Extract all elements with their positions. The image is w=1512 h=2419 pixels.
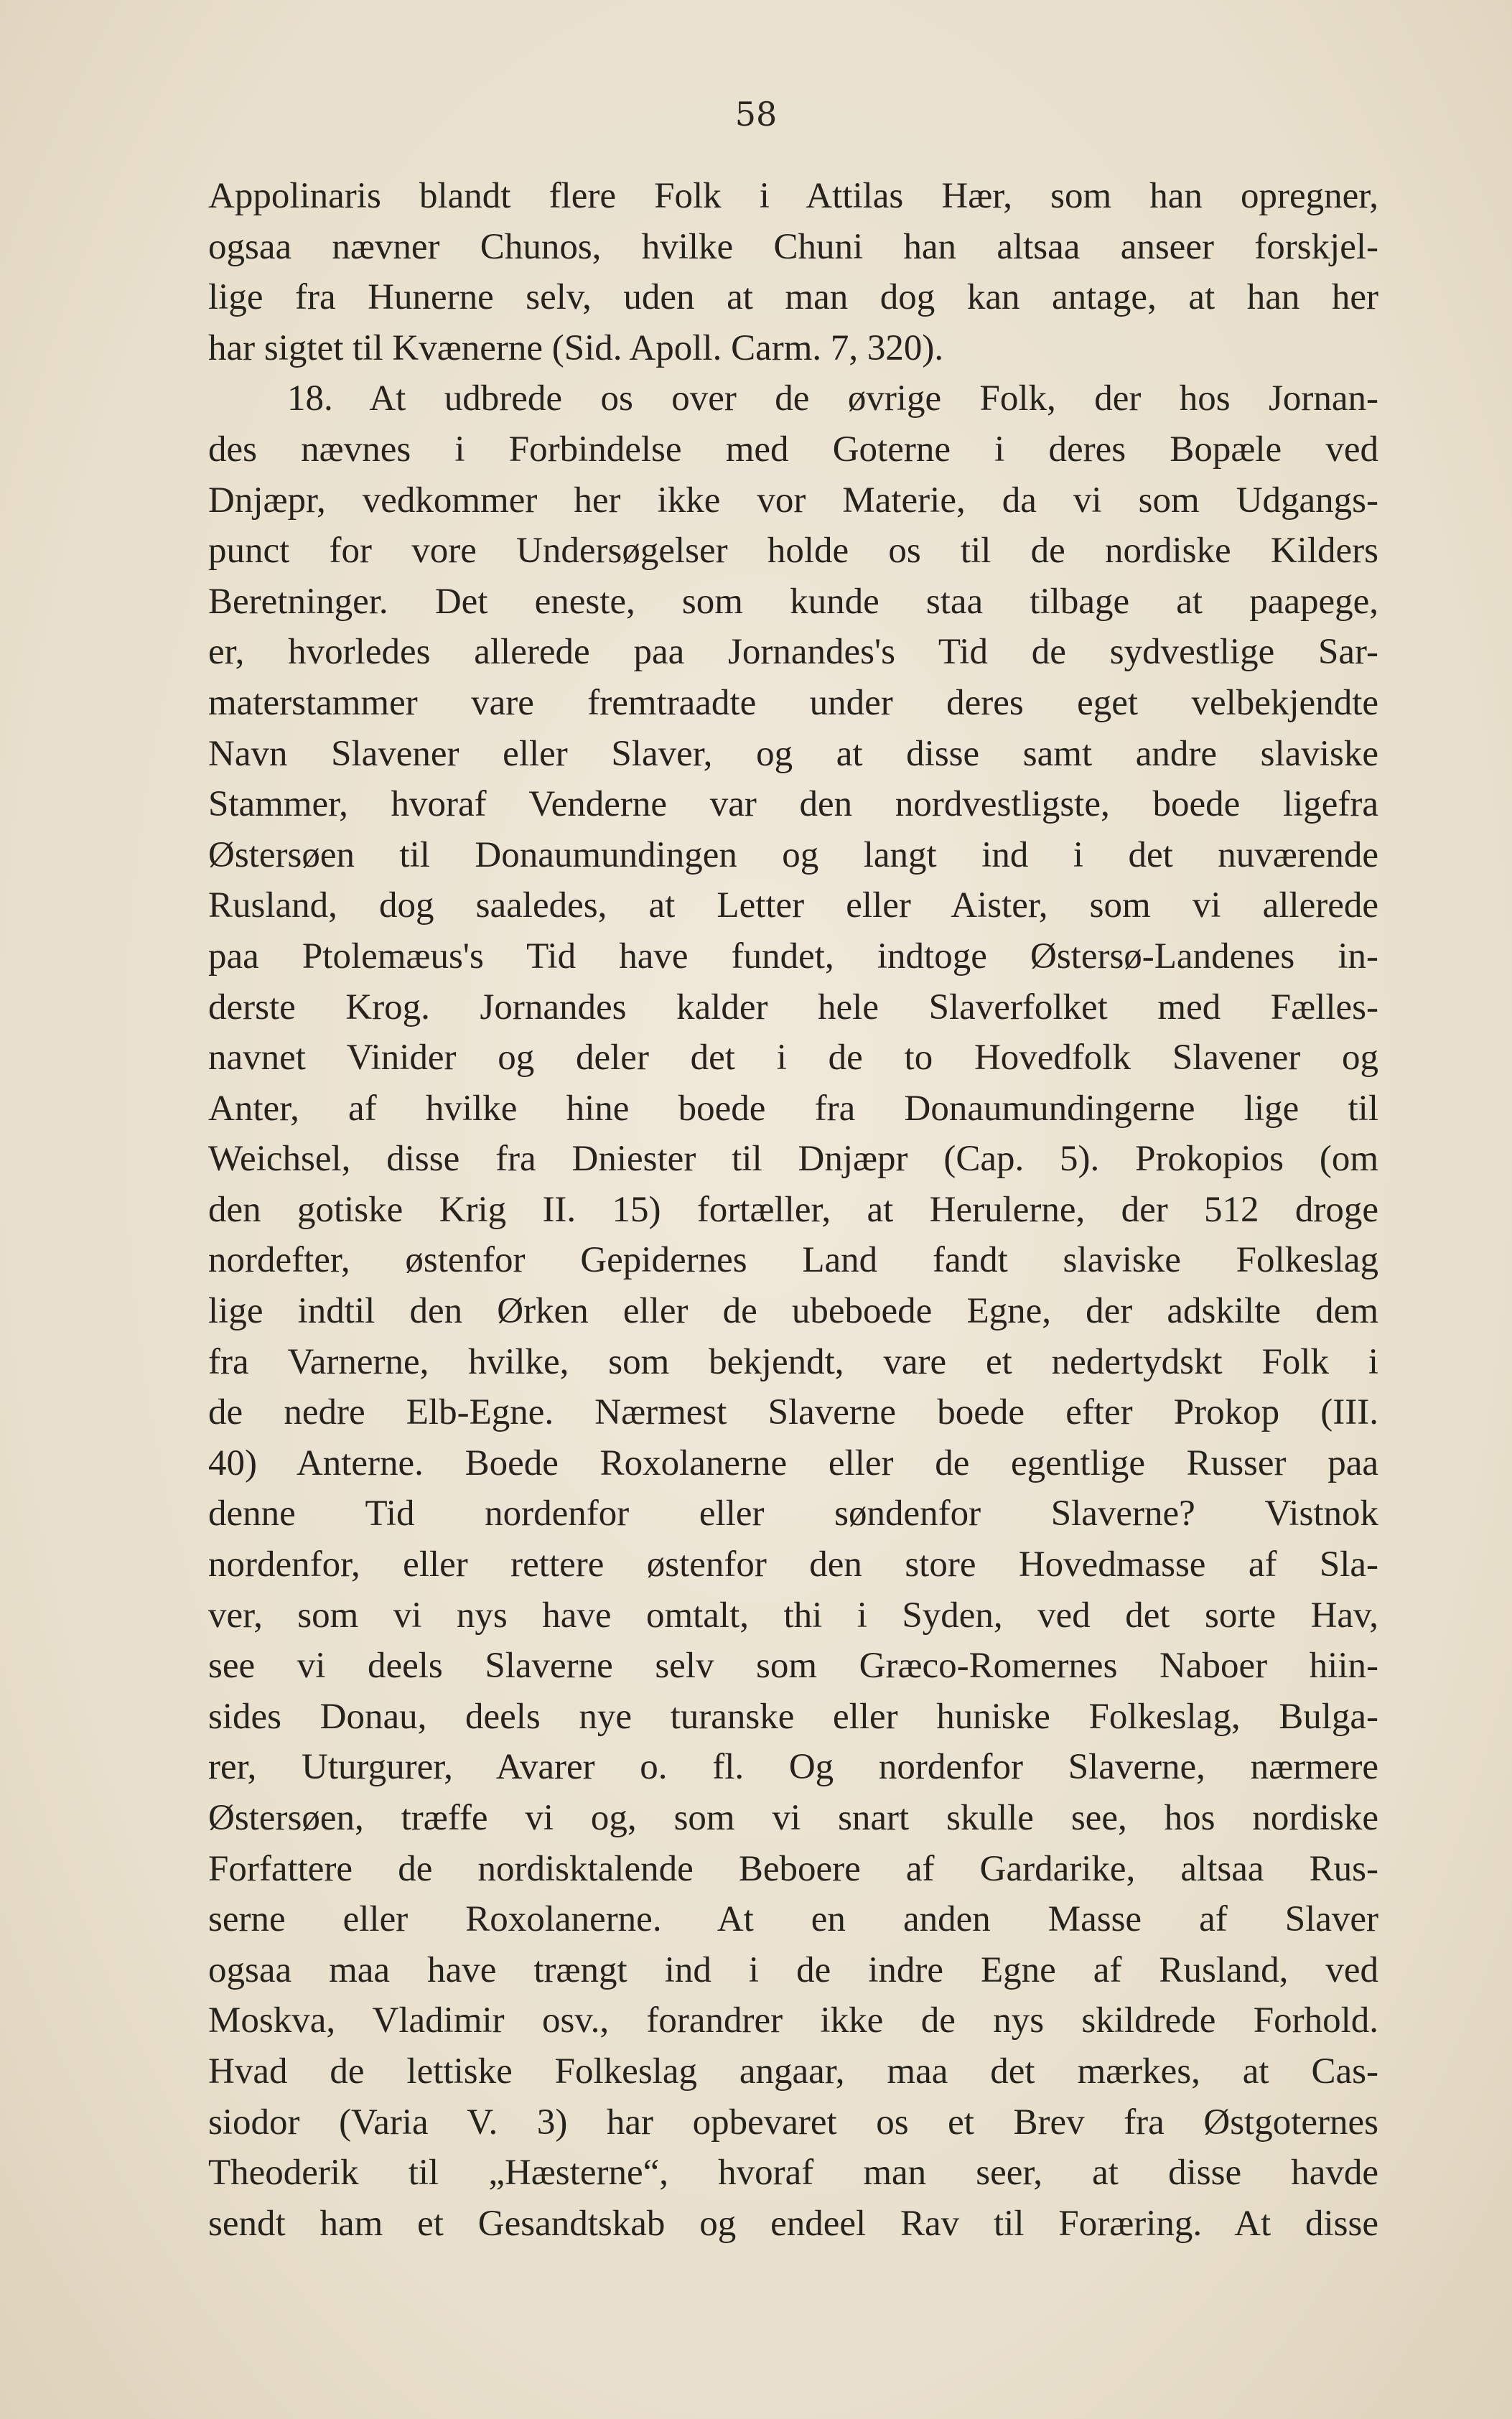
- text-line: rer, Uturgurer, Avarer o. fl. Og nordenfor Slaverne, nærmere: [208, 1747, 1378, 1788]
- text-line: navnet Vinider og deler det i de to Hovedfolk Slavener og: [208, 1038, 1378, 1078]
- text-line: Appolinaris blandt flere Folk i Attilas Hær, som han opregner,: [208, 176, 1378, 216]
- text-line: den gotiske Krig II. 15) fortæller, at Herulerne, der 512 droge: [208, 1189, 1378, 1230]
- text-line: Navn Slavener eller Slaver, og at disse samt andre slaviske: [208, 733, 1378, 774]
- text-line: Forfattere de nordisktalende Beboere af Gardarike, altsaa Rus-: [208, 1848, 1378, 1889]
- text-line: ogsaa maa have trængt ind i de indre Egne af Rusland, ved: [208, 1949, 1378, 1990]
- text-line: Theoderik til „Hæsterne“, hvoraf man seer, at disse havde: [208, 2153, 1378, 2194]
- text-line: Moskva, Vladimir osv., forandrer ikke de nys skildrede Forhold.: [208, 2000, 1378, 2041]
- text-line: Anter, af hvilke hine boede fra Donaumundingerne lige til: [208, 1088, 1378, 1129]
- text-line: Stammer, hvoraf Venderne var den nordvestligste, boede ligefra: [208, 784, 1378, 825]
- text-line: punct for vore Undersøgelser holde os til de nordiske Kilders: [208, 531, 1378, 572]
- text-line: des nævnes i Forbindelse med Goterne i deres Bopæle ved: [208, 429, 1378, 470]
- text-line: er, hvorledes allerede paa Jornandes's Tid de sydvestlige Sar-: [208, 632, 1378, 673]
- text-line: derste Krog. Jornandes kalder hele Slaverfolket med Fælles-: [208, 987, 1378, 1027]
- text-line: nordefter, østenfor Gepidernes Land fandt slaviske Folkeslag: [208, 1240, 1378, 1281]
- text-line: see vi deels Slaverne selv som Græco-Romernes Naboer hiin-: [208, 1646, 1378, 1687]
- text-line: ver, som vi nys have omtalt, thi i Syden, ved det sorte Hav,: [208, 1595, 1378, 1636]
- text-line: Østersøen, træffe vi og, som vi snart skulle see, hos nordiske: [208, 1798, 1378, 1838]
- text-line: 40) Anterne. Boede Roxolanerne eller de egentlige Russer paa: [208, 1442, 1378, 1483]
- text-line: nordenfor, eller rettere østenfor den store Hovedmasse af Sla-: [208, 1544, 1378, 1585]
- section-start-line: 18. At udbrede os over de øvrige Folk, der hos Jornan-: [287, 378, 1378, 419]
- text-line: materstammer vare fremtraadte under deres eget velbekjendte: [208, 682, 1378, 723]
- text-line: de nedre Elb-Egne. Nærmest Slaverne boede efter Prokop (III.: [208, 1392, 1378, 1433]
- text-line: har sigtet til Kvænerne (Sid. Apoll. Carm. 7, 320).: [208, 327, 944, 368]
- text-line: lige indtil den Ørken eller de ubeboede Egne, der adskilte dem: [208, 1291, 1378, 1332]
- text-line: sendt ham et Gesandtskab og endeel Rav til Foræring. At disse: [208, 2203, 1378, 2244]
- text-line: paa Ptolemæus's Tid have fundet, indtoge Østersø-Landenes in-: [208, 936, 1378, 977]
- text-line: siodor (Varia V. 3) har opbevaret os et Brev fra Østgoternes: [208, 2102, 1378, 2143]
- text-line: Hvad de lettiske Folkeslag angaar, maa det mærkes, at Cas-: [208, 2051, 1378, 2092]
- text-line: fra Varnerne, hvilke, som bekjendt, vare et nedertydskt Folk i: [208, 1341, 1378, 1382]
- text-line: denne Tid nordenfor eller søndenfor Slaverne? Vistnok: [208, 1493, 1378, 1534]
- text-line: Beretninger. Det eneste, som kunde staa tilbage at paapege,: [208, 581, 1378, 622]
- body-text: [208, 171, 1378, 2249]
- text-line: Dnjæpr, vedkommer her ikke vor Materie, da vi som Udgangs-: [208, 480, 1378, 521]
- text-line: lige fra Hunerne selv, uden at man dog kan antage, at han her: [208, 277, 1378, 318]
- text-line: Østersøen til Donaumundingen og langt ind i det nuværende: [208, 834, 1378, 875]
- text-line: Rusland, dog saaledes, at Letter eller Aister, som vi allerede: [208, 885, 1378, 926]
- page-number: 58: [734, 95, 778, 134]
- text-line: sides Donau, deels nye turanske eller huniske Folkeslag, Bulga-: [208, 1696, 1378, 1737]
- text-line: ogsaa nævner Chunos, hvilke Chuni han altsaa anseer forskjel-: [208, 226, 1378, 267]
- text-line: serne eller Roxolanerne. At en anden Masse af Slaver: [208, 1899, 1378, 1940]
- text-line: Weichsel, disse fra Dniester til Dnjæpr (Cap. 5). Prokopios (om: [208, 1139, 1378, 1180]
